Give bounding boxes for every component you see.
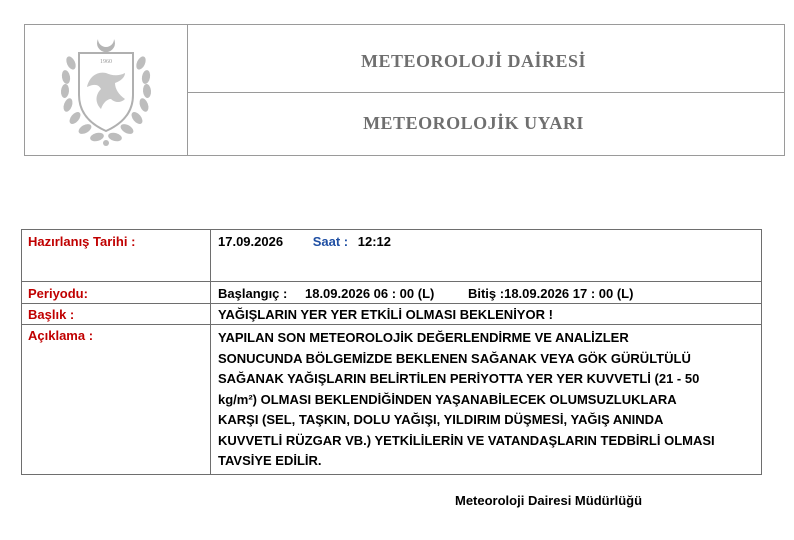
description-line: YAPILAN SON METEOROLOJİK DEĞERLENDİRME VE ANALİZLER <box>218 330 629 345</box>
warning-table <box>21 229 762 475</box>
prepared-date: 17.09.2026 <box>218 234 284 249</box>
coat-of-arms-icon <box>51 33 161 151</box>
description-line: KARŞI (SEL, TAŞKIN, DOLU YAĞIŞI, YILDIRIM DÜŞMESİ, YAĞIŞ ANINDA <box>218 412 664 427</box>
table-row-divider <box>22 324 761 325</box>
prepared-date-value <box>218 234 391 249</box>
end-label: Bitiş : <box>467 286 505 301</box>
table-column-divider <box>210 230 211 474</box>
signature: Meteoroloji Dairesi Müdürlüğü <box>455 493 643 508</box>
description-line: SONUCUNDA BÖLGEMİZDE BEKLENEN SAĞANAK VEYA GÖK GÜRÜLTÜLÜ <box>218 350 691 366</box>
description-line: KUVVETLİ RÜZGAR VB.) YETKİLİLERİN VE VATANDAŞLARIN TEDBİRLİ OLMASI <box>218 432 715 448</box>
time-value: 12:12 <box>357 234 391 249</box>
period-label: Periyodu: <box>28 286 88 301</box>
header-title: METEOROLOJİ DAİRESİ <box>187 25 784 93</box>
description-line: SAĞANAK YAĞIŞLARIN BELİRTİLEN PERİYOTTA YER YER KUVVETLİ (21 - 50 <box>218 371 700 386</box>
start-value: 18.09.2026 06 : 00 (L) <box>304 286 435 301</box>
time-label: Saat : <box>312 234 349 249</box>
end-value: 18.09.2026 17 : 00 (L) <box>504 286 634 301</box>
svg-text:1960: 1960 <box>100 59 112 65</box>
period-value <box>218 286 633 301</box>
emblem-cell <box>25 25 188 155</box>
description-line: kg/m²) OLMASI BEKLENDİĞİNDEN YAŞANABİLECEK OLUMSUZLUKLARA <box>218 391 677 407</box>
document-header <box>24 24 785 156</box>
subject-label: Başlık : <box>28 307 75 322</box>
description-label: Açıklama : <box>28 328 94 343</box>
table-row-divider <box>22 281 761 282</box>
subject-value: YAĞIŞLARIN YER YER ETKİLİ OLMASI BEKLENİYOR ! <box>218 307 553 322</box>
table-row-divider <box>22 303 761 304</box>
description-text <box>218 328 758 472</box>
start-label: Başlangıç : <box>218 286 288 301</box>
header-subtitle: METEOROLOJİK UYARI <box>363 113 584 133</box>
description-line: TAVSİYE EDİLİR. <box>218 453 322 468</box>
prepared-date-label: Hazırlanış Tarihi : <box>28 234 136 249</box>
